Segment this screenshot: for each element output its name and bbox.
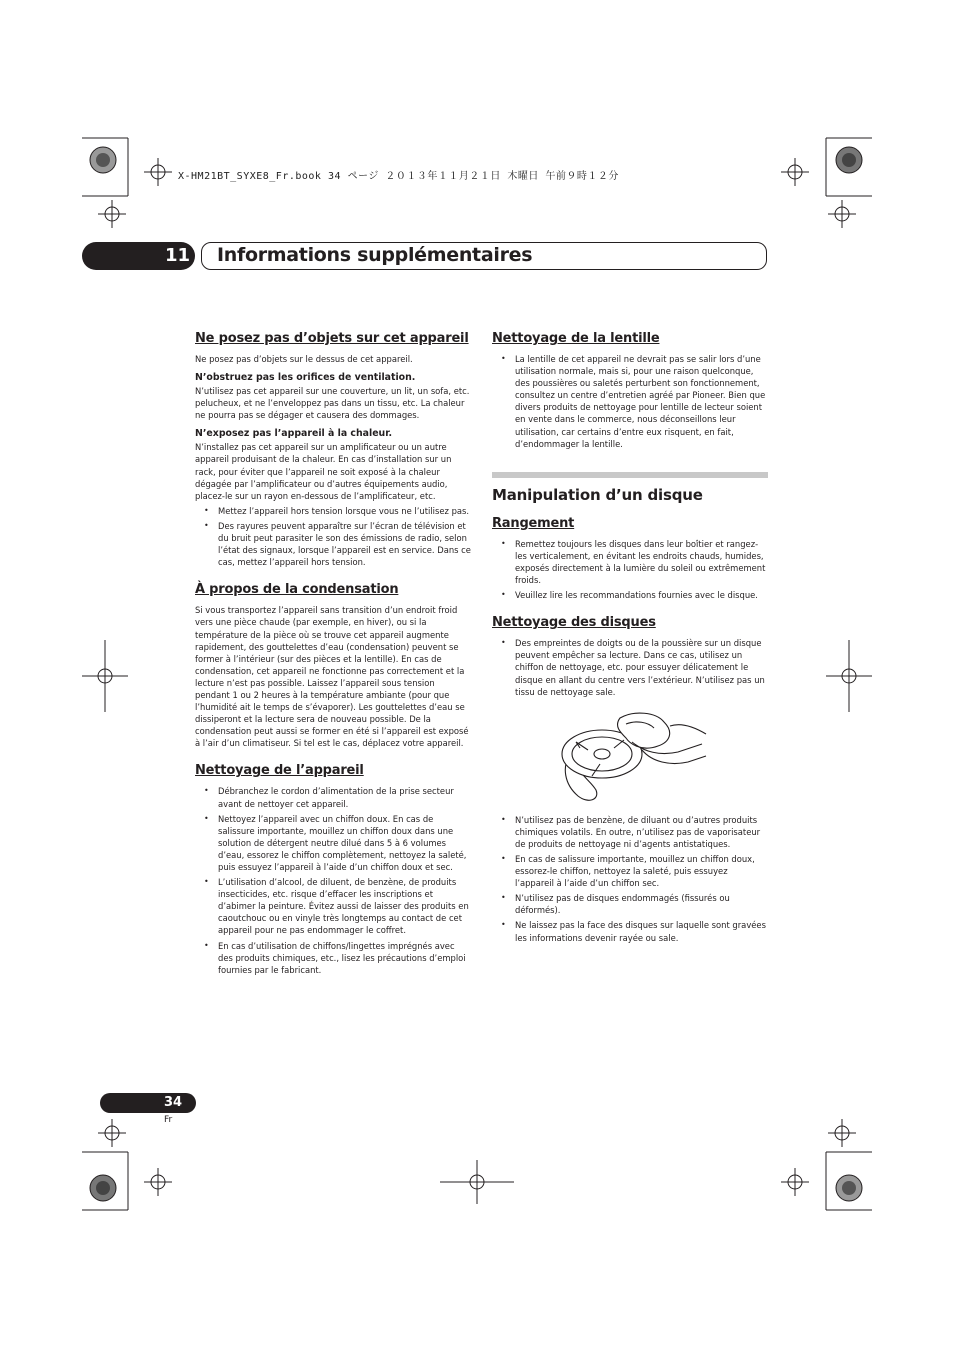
list-item: • Des empreintes de doigts ou de la poussière sur un disque peuvent empêcher sa lecture. Dans ce cas, utilisez un chiffon de nettoyage, etc. pour essuyer délicatement le disque en allant du centre vers l’extérieur. N’utilisez pas un tissu de nettoyage sale. [492,637,768,697]
crosshair-mark [440,1160,514,1204]
subheading: N’exposez pas l’appareil à la chaleur. [195,428,393,440]
list-item: • Veuillez lire les recommandations fournies avec le disque. [492,589,768,601]
crosshair-mark [781,1168,809,1196]
paragraph: Ne posez pas d’objets sur le dessus de cet appareil. [195,354,413,364]
list-item: • Ne laissez pas la face des disques sur laquelle sont gravées les informations devenir rayée ou sale. [492,919,768,943]
registration-target [90,147,116,173]
list-item: • En cas d’utilisation de chiffons/lingettes imprégnés avec des produits chimiques, etc., lisez les précautions d’emploi fournies par le fabricant. [195,940,471,976]
print-job-header: X-HM21BT_SYXE8_Fr.book 34 ページ ２０１３年１１月２１日 木曜日 午前９時１２分 [178,171,619,182]
list-item: • Remettez toujours les disques dans leur boîtier et rangez-les verticalement, en évitant les endroits chauds, humides, exposés directement à la lumière du soleil ou extrêmement froids. [492,538,768,586]
major-section-title: Manipulation d’un disque [492,485,703,504]
section-heading: Nettoyage de la lentille [492,331,660,346]
registration-target [90,1175,116,1201]
crosshair-mark [82,640,128,712]
paragraph: N’installez pas cet appareil sur un amplificateur ou un autre appareil produisant de la chaleur. En cas d’installation sur un rack, pour éviter que l’appareil ne soit exposé à la chaleur dégagée par l’amplificateur ou d’autres équipements audio, placez-le sur un rayon en-dessous de l’amplificateur, etc. [195,442,452,501]
section-divider-bar [492,472,768,478]
crosshair-mark [98,200,126,228]
list-item: • N’utilisez pas de benzène, de diluant ou d’autres produits chimiques volatils. En outre, n’utilisez pas de vaporisateur de produits de nettoyage ni d’agents antistatiques. [492,814,768,850]
bullet-list [195,505,471,568]
bullet-list [492,353,768,450]
page-number: 34 [100,1093,196,1113]
list-item: • Nettoyez l’appareil avec un chiffon doux. En cas de salissure importante, mouillez un chiffon doux dans une solution de détergent neutre dilué dans 5 à 6 volumes d’eau, essorez le chiffon complètement, nettoyez la saleté, puis essuyez l’appareil à l’aide d’un chiffon doux et sec. [195,813,471,873]
left-column [195,331,471,979]
section-heading: Nettoyage des disques [492,615,656,631]
disc-cleaning-illustration [492,704,768,810]
section-heading: Rangement [492,515,575,531]
paragraph: N’utilisez pas cet appareil sur une couverture, un lit, un sofa, etc. pelucheux, et ne l’enveloppez pas dans un tissu, etc. La chaleur ne pourra pas se dégager et causera des dommages. [195,386,470,421]
list-item: • La lentille de cet appareil ne devrait pas se salir lors d’une utilisation normale, mais si, pour une raison quelconque, des poussières ou saletés perturbent son fonctionnement, consultez un centre d’entretien agréé par Pioneer. Bien que divers produits de nettoyage pour lentille de lecteur soient en vente dans le commerce, nous déconseillons leur utilisation, car certains d’entre eux risquent, en fait, d’endommager la lentille. [492,353,768,450]
list-item: • En cas de salissure importante, mouillez un chiffon doux, essorez-le chiffon, nettoyez la saleté, puis essuyez l’appareil à l’aide d’un chiffon sec. [492,853,768,889]
crosshair-mark [826,640,872,712]
section-heading: À propos de la condensation [195,582,399,598]
crosshair-mark [781,158,809,186]
paragraph: Si vous transportez l’appareil sans transition d’un endroit froid vers une pièce chaude (par exemple, en hiver), ou si la température de la pièce où se trouve cet appareil augmente rapidement, des gouttelettes d’eau (condensation) peuvent se former à l’intérieur (sur des pièces et la lentille). En cas de condensation, cet appareil ne fonctionne pas correctement et la lecture n’est pas possible. Laissez l’appareil sous tension pendant 1 ou 2 heures à la température ambiante (pour que l’humidité ait le temps de s’évaporer). Les gouttelettes d’eau se dissiperont et la lecture sera de nouveau possible. De la condensation peut aussi se former en été si l’appareil est exposé à l’air d’un climatiseur. Si tel est le cas, déplacez votre appareil. [195,605,469,749]
crosshair-mark [828,200,856,228]
crosshair-mark [828,1119,856,1147]
bullet-list [492,637,768,697]
crosshair-mark [98,1119,126,1147]
right-column [492,331,768,947]
bullet-list [492,814,768,944]
bullet-list [492,538,768,601]
section-heading: Nettoyage de l’appareil [195,763,364,779]
section-heading: Ne posez pas d’objets sur cet appareil [195,331,469,346]
list-item: • N’utilisez pas de disques endommagés (fissurés ou déformés). [492,892,768,916]
hand-wiping-disc-image [492,704,768,810]
bullet-list [195,785,471,975]
list-item: • Débranchez le cordon d’alimentation de la prise secteur avant de nettoyer cet appareil. [195,785,471,809]
registration-target [836,1175,862,1201]
list-item: • Des rayures peuvent apparaître sur l’écran de télévision et du bruit peut parasiter le son des émissions de radio, selon l’état des signaux, lorsque l’appareil est en service. Dans ce cas, mettez l’appareil hors tension. [195,520,471,568]
crosshair-mark [144,158,172,186]
language-code: Fr [164,1115,173,1125]
registration-target [836,147,862,173]
subheading: N’obstruez pas les orifices de ventilation. [195,372,416,384]
chapter-title: Informations supplémentaires [217,244,533,266]
crosshair-mark [144,1168,172,1196]
list-item: • Mettez l’appareil hors tension lorsque vous ne l’utilisez pas. [195,505,471,517]
list-item: • L’utilisation d’alcool, de diluent, de benzène, de produits insecticides, etc. risque d’effacer les inscriptions et d’abimer la peinture. Évitez aussi de laisser des produits en caoutchouc ou en vinyle très longtemps au contact de cet appareil pour ne pas endommager le coffret. [195,876,471,936]
chapter-number: 11 [82,242,195,270]
